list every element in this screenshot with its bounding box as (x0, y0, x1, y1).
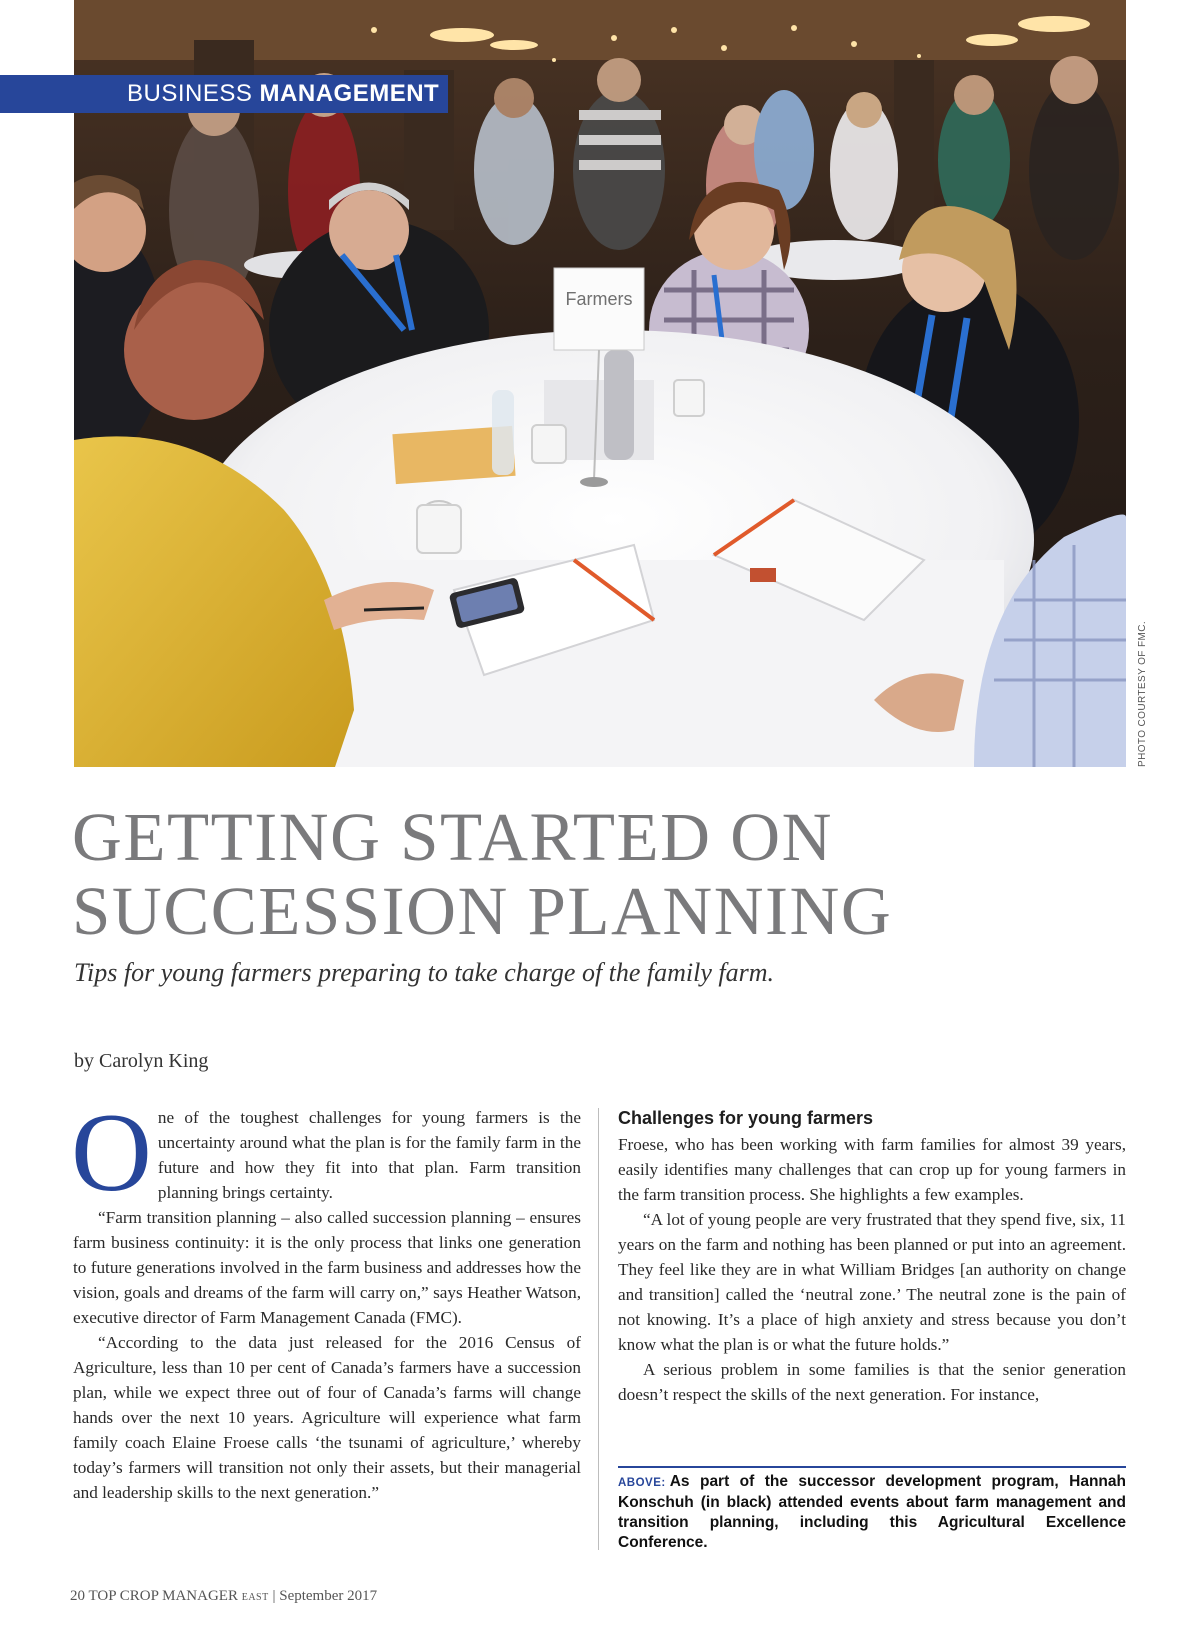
table-card-label: Farmers (565, 289, 633, 309)
section-banner (0, 75, 448, 113)
paragraph-2: “Farm transition planning – also called succession planning – ensures farm business continuity: it is the only process that links one generation to future generations involved in the farm business and addresses how the vision, goals and dreams of the farm will carry on,” says Heather Watson, executive director of Farm Management Canada (FMC). (73, 1208, 581, 1327)
caption-text: As part of the successor development program, Hannah Konschuh (in black) attended events about farm management and transition planning, including this Agricultural Excellence Conference. (618, 1473, 1126, 1551)
caption-label: ABOVE: (618, 1477, 666, 1489)
paragraph-1: ne of the toughest challenges for young farmers is the uncertainty around what the plan is for the family farm in the future and how they fit into that plan. Farm transition planning brings certainty. (157, 1108, 581, 1202)
paragraph-3: “According to the data just released for the 2016 Census of Agriculture, less than 10 per cent of Canada’s farmers have a succession plan, while we expect three out of four of Canada’s farms will change hands over the next 10 years. Agriculture will experience what farm family coach Elaine Froese calls ‘the tsunami of agriculture,’ whereby today’s farmers will transition not only their assets, but their managerial and leadership skills to the next generation.” (73, 1333, 581, 1502)
section-label-bold: MANAGEMENT (259, 80, 440, 107)
conference-scene-illustration (74, 0, 1126, 767)
paragraph-4: Froese, who has been working with farm families for almost 39 years, easily identifies many challenges that can crop up for young farmers in the farm transition process. She highlights a few examples. (618, 1135, 1126, 1204)
publication-edition: EAST (241, 1592, 269, 1603)
photo-caption (618, 1472, 1126, 1553)
headline-line-1: GETTING STARTED ON (72, 799, 833, 875)
subhead: Challenges for young farmers (618, 1108, 874, 1128)
drop-cap: O (71, 1091, 152, 1215)
left-column (71, 1091, 581, 1505)
page-number: 20 (70, 1588, 85, 1604)
publication-name: TOP CROP MANAGER (88, 1588, 238, 1604)
byline: by Carolyn King (74, 1050, 209, 1072)
issue-date: September 2017 (279, 1588, 378, 1604)
section-label-light: BUSINESS (127, 80, 253, 107)
page-footer (70, 1588, 377, 1605)
deck: Tips for young farmers preparing to take charge of the family farm. (74, 958, 775, 987)
paragraph-5: “A lot of young people are very frustrated that they spend five, six, 11 years on the farm and nothing has been planned or put into an agreement. They feel like they are in what William Bridges [an authority on change and transition] called the ‘neutral zone.’ The neutral zone is the pain of not knowing. It’s a place of high anxiety and stress because you don’t know what the plan is or what the future holds.” (618, 1210, 1126, 1354)
paragraph-6: A serious problem in some families is that the senior generation doesn’t respect the skills of the next generation. For instance, (618, 1360, 1126, 1404)
headline (72, 800, 1132, 948)
headline-line-2: SUCCESSION PLANNING (72, 873, 893, 949)
caption-divider (618, 1466, 1126, 1468)
photo-credit: PHOTO COURTESY OF FMC. (1137, 620, 1148, 767)
right-column (618, 1105, 1126, 1407)
footer-separator: | (272, 1588, 276, 1604)
hero-photo (74, 0, 1126, 767)
column-divider (598, 1108, 599, 1550)
